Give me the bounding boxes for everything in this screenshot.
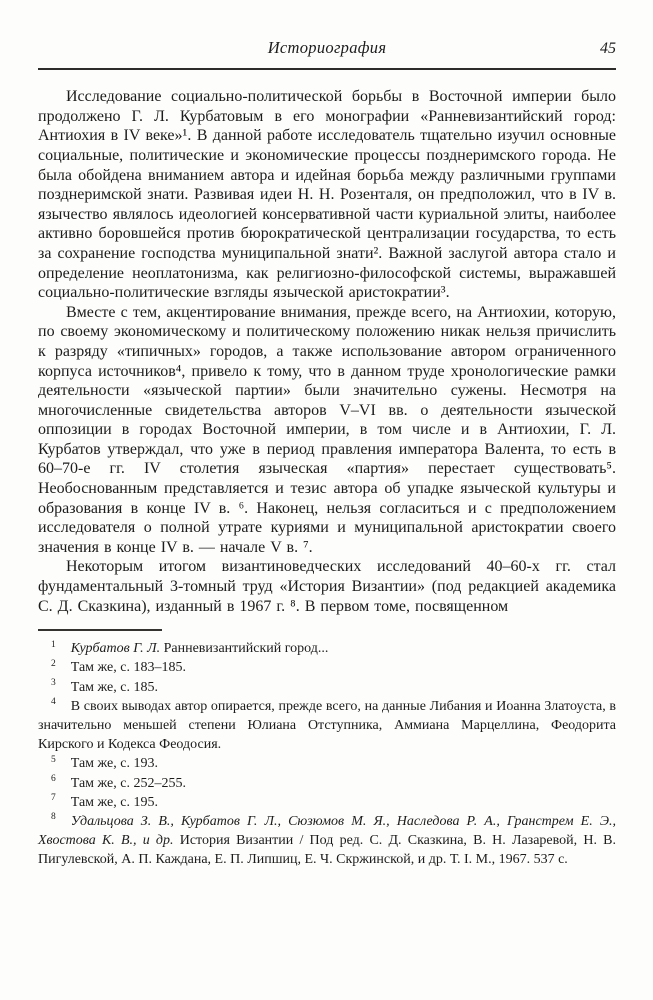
footnote-text: Ранневизантийский город... <box>160 641 329 657</box>
running-header <box>38 38 616 58</box>
footnote-1 <box>38 639 616 658</box>
paragraph-2: Вместе с тем, акцентирование внимания, прежде всего, на Антиохии, которую, по своему экономическому и политическому положению никак нельзя причислить к разряду «типичных» городов, а также использование автором ограниченного корпуса источников⁴, привело к тому, что в данном труде хронологические рамки деятельности «языческой партии» были значительно сужены. Несмотря на многочисленные свидетельства авторов V–VI вв. о деятельности языческой оппозиции в городах Восточной империи, в том числе и в Антиохии, Г. Л. Курбатов утверждал, что уже в период правления императора Валента, то есть в 60–70-е гг. IV столетия языческая «партия» перестает существовать⁵. Необоснованным представляется и тезис автора об упадке языческой культуры и образования в конце IV в. ⁶. Наконец, нельзя согласиться и с предположением исследователя о полной утрате куриями и муниципальной аристократии своего значения в конце IV в. — начале V в. ⁷. <box>38 303 616 556</box>
footnote-7 <box>38 793 616 812</box>
footnote-text: Там же, с. 185. <box>70 679 158 695</box>
footnote-text: Там же, с. 193. <box>70 756 158 772</box>
footnote-author: Курбатов Г. Л. <box>70 641 161 657</box>
footnote-5 <box>38 754 616 773</box>
footnote-text: Там же, с. 183–185. <box>70 660 186 676</box>
paragraph-3: Некоторым итогом византиноведческих исследований 40–60-х гг. стал фундаментальный 3-томный труд «История Византии» (под редакцией академика С. Д. Сказкина), изданный в 1967 г. ⁸. В первом томе, посвященном <box>38 558 616 615</box>
footnote-marker: 3 <box>51 677 56 688</box>
page-number: 45 <box>600 40 617 57</box>
main-text <box>38 87 616 616</box>
footnote-text: История Византии / Под ред. С. Д. Сказкина, В. Н. Лазаревой, Н. В. Пигулевской, А. П. Каждана, Е. П. Липшиц, Е. Ч. Скржинской, и др. Т. I. М., 1967. 537 с. <box>38 833 616 868</box>
footnote-8 <box>38 812 616 870</box>
running-title: Историография <box>267 38 387 57</box>
footnote-marker: 1 <box>51 639 56 650</box>
footnote-text: В своих выводах автор опирается, прежде всего, на данные Либания и Иоанна Златоуста, в значительно меньшей степени Юлиана Отступника, Аммиана Марцеллина, Феодорита Кирского и Кодекса Феодосия. <box>38 698 616 753</box>
footnote-marker: 6 <box>51 773 56 784</box>
footnote-marker: 7 <box>51 793 56 804</box>
footnote-4 <box>38 697 616 755</box>
footnote-text: Там же, с. 252–255. <box>70 775 186 791</box>
footnote-marker: 5 <box>51 754 56 765</box>
footnote-text: Там же, с. 195. <box>70 794 158 810</box>
footnote-separator <box>38 629 162 631</box>
footnote-author: Удальцова З. В., Курбатов Г. Л., Сюзюмов М. Я., Наследова Р. А., Гранстрем Е. Э., Хвостова К. В., и др. <box>38 814 616 849</box>
footnote-marker: 8 <box>51 812 56 823</box>
footnote-3 <box>38 678 616 697</box>
footnote-marker: 2 <box>51 658 56 669</box>
footnote-6 <box>38 774 616 793</box>
paragraph-1: Исследование социально-политической борьбы в Восточной империи было продолжено Г. Л. Курбатовым в его монографии «Ранневизантийский город: Антиохия в IV веке»¹. В данной работе исследователь тщательно изучил основные социальные, политические и экономические процессы позднеримского города. Не была обойдена вниманием автора и идейная борьба между различными группами позднеримской знати. Развивая идеи Н. Н. Розенталя, он предположил, что в IV в. язычество являлось идеологией консервативной части куриальной элиты, наиболее активно боровшейся против бюрократической централизации государства, то есть за сохранение господства муниципальной знати². Важной заслугой автора стало и определение неоплатонизма, как религиозно-философской системы, выражавшей социально-политические взгляды языческой аристократии³. <box>38 88 616 302</box>
footnote-2 <box>38 658 616 677</box>
footnote-marker: 4 <box>51 697 56 708</box>
header-rule <box>38 68 616 70</box>
footnotes-block <box>38 639 616 869</box>
